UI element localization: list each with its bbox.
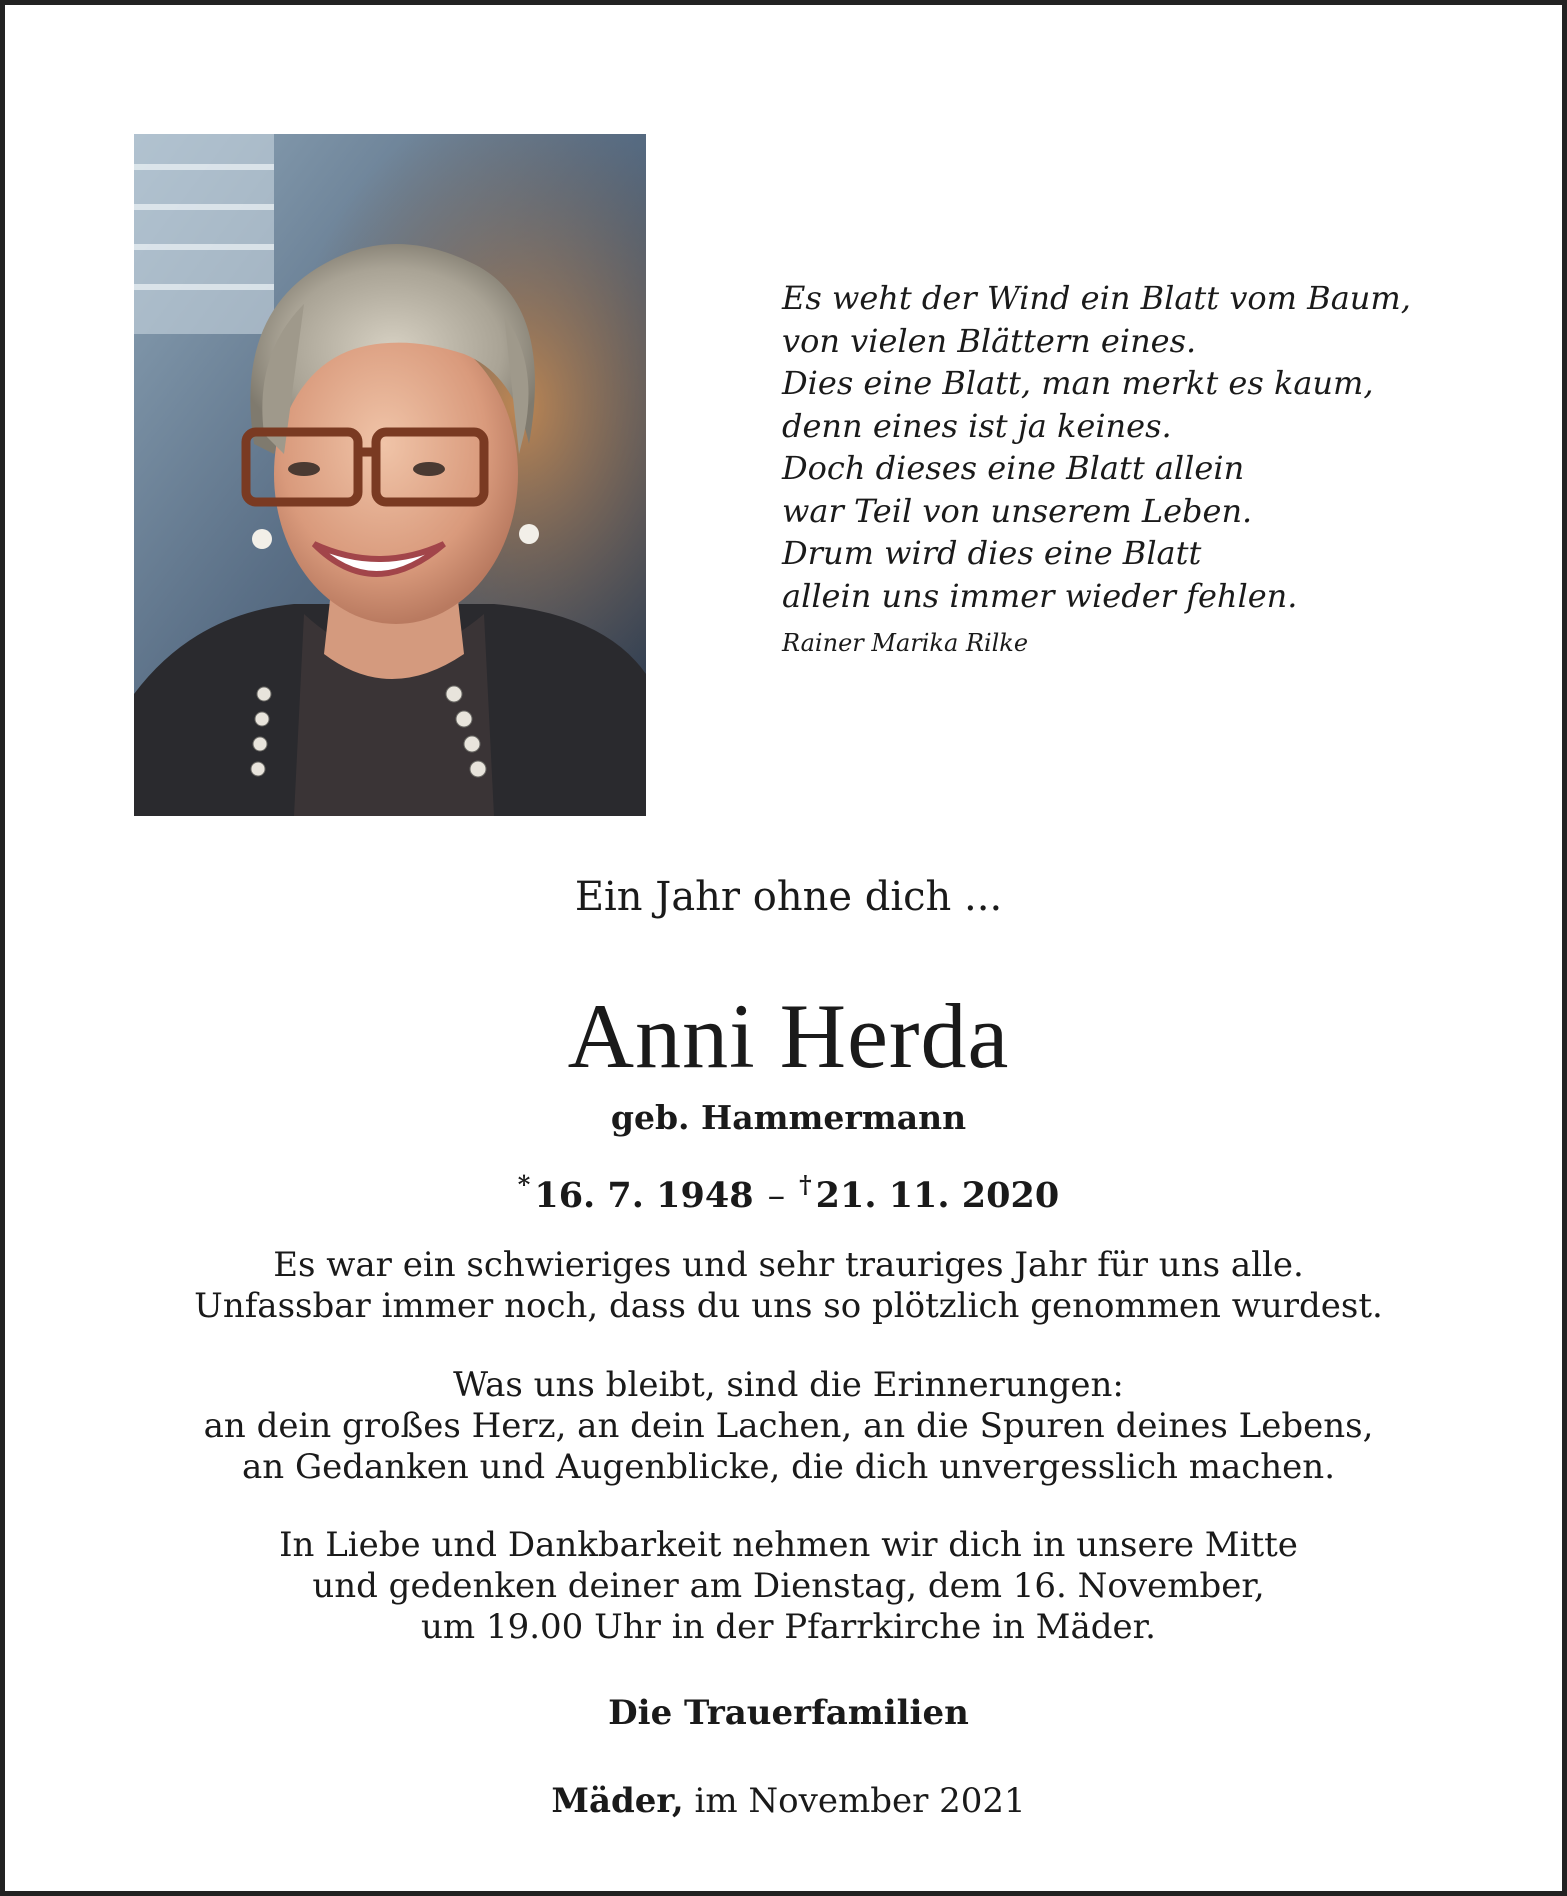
birth-symbol: * xyxy=(517,1170,531,1199)
life-dates xyxy=(5,1162,1567,1219)
paragraph-3 xyxy=(5,1525,1567,1648)
portrait-illustration xyxy=(134,134,646,816)
poem-line: Doch dieses eine Blatt allein xyxy=(782,449,1245,487)
paragraph-line: an Gedanken und Augenblicke, die dich unvergesslich machen. xyxy=(242,1447,1335,1487)
paragraph-2 xyxy=(5,1365,1567,1488)
date-line: im November 2021 xyxy=(694,1781,1026,1821)
place-date-line xyxy=(5,1779,1567,1823)
poem-line: Es weht der Wind ein Blatt vom Baum, xyxy=(782,279,1411,317)
death-symbol: † xyxy=(799,1170,812,1199)
poem-line: war Teil von unserem Leben. xyxy=(782,491,1253,530)
poem xyxy=(782,277,1482,659)
poem-line: Dies eine Blatt, man merkt es kaum, xyxy=(782,364,1374,402)
poem-line: Drum wird dies eine Blatt xyxy=(782,534,1202,572)
paragraph-line: um 19.00 Uhr in der Pfarrkirche in Mäder. xyxy=(421,1607,1156,1647)
signoff: Die Trauerfamilien xyxy=(608,1693,969,1733)
paragraph-line: Was uns bleibt, sind die Erinnerungen: xyxy=(453,1365,1124,1405)
place-name: Mäder, xyxy=(551,1781,684,1821)
death-date: 21. 11. 2020 xyxy=(815,1175,1060,1216)
poem-line: denn eines ist ja keines. xyxy=(782,406,1172,445)
poem-line: allein uns immer wieder fehlen. xyxy=(782,576,1298,615)
poem-author: Rainer Marika Rilke xyxy=(782,629,1029,657)
paragraph-line: an dein großes Herz, an dein Lachen, an die Spuren deines Lebens, xyxy=(203,1406,1374,1446)
birth-date: 16. 7. 1948 xyxy=(534,1175,754,1216)
poem-line: von vielen Blättern eines. xyxy=(782,321,1197,360)
paragraph-line: und gedenken deiner am Dienstag, dem 16. November, xyxy=(312,1566,1265,1606)
portrait-photo xyxy=(134,134,646,816)
maiden-name: geb. Hammermann xyxy=(610,1098,967,1137)
paragraph-line: Es war ein schwieriges und sehr trauriges Jahr für uns alle. xyxy=(273,1245,1304,1285)
paragraph-line: In Liebe und Dankbarkeit nehmen wir dich in unsere Mitte xyxy=(279,1525,1298,1565)
paragraph-line: Unfassbar immer noch, dass du uns so plötzlich genommen wurdest. xyxy=(194,1286,1383,1326)
deceased-name: Anni Herda xyxy=(567,985,1010,1087)
date-separator: – xyxy=(767,1176,786,1216)
paragraph-1 xyxy=(5,1245,1567,1327)
intro-line: Ein Jahr ohne dich ... xyxy=(574,874,1003,920)
